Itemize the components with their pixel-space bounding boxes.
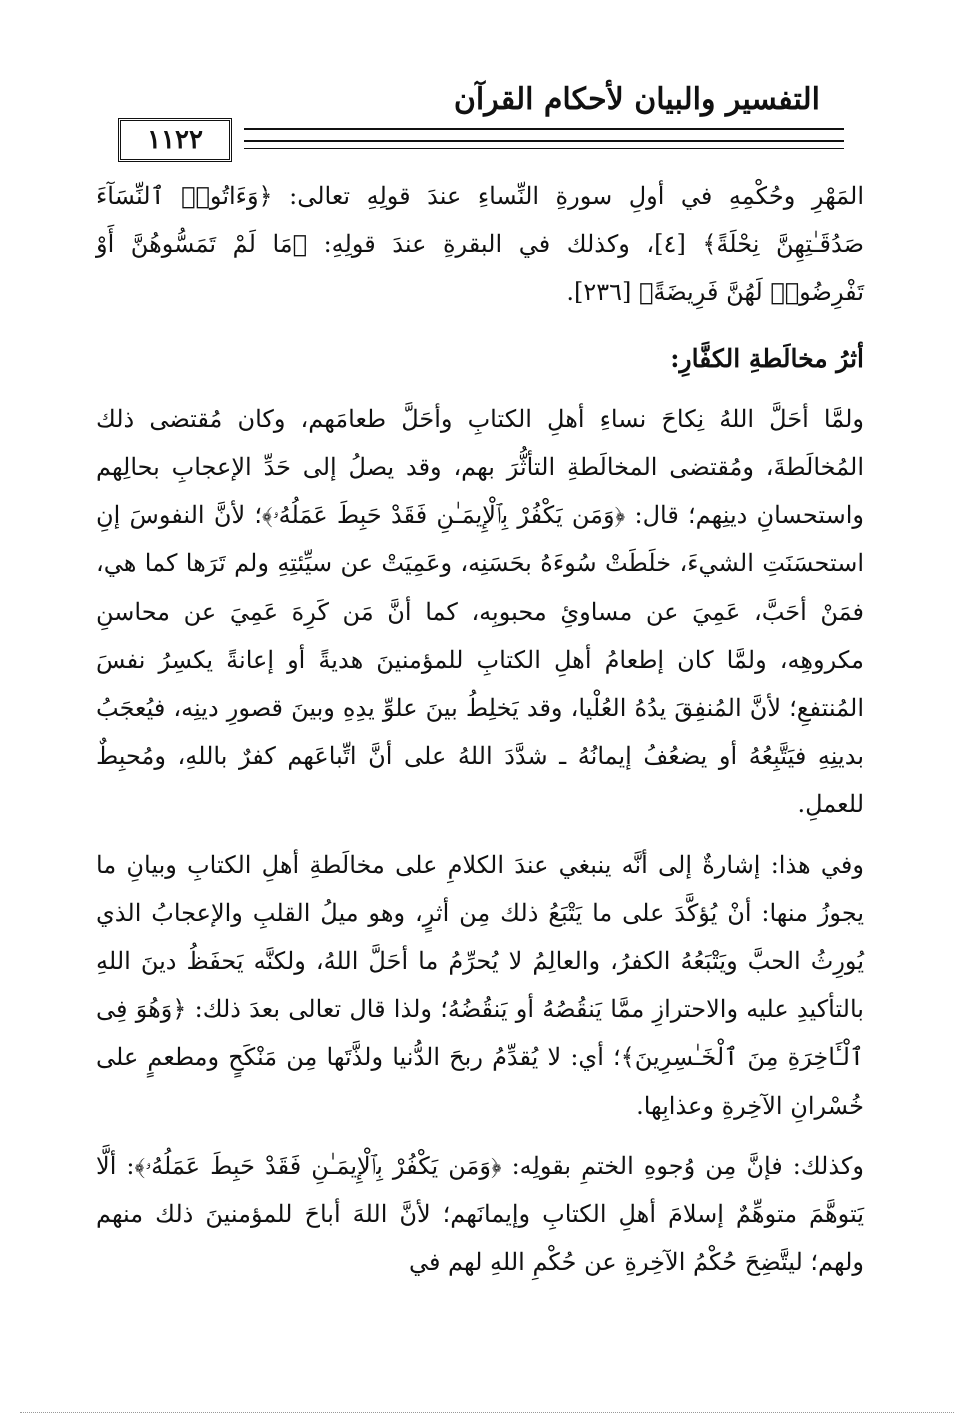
header-rule (244, 128, 844, 130)
running-title: التفسير والبيان لأحكام القرآن (453, 82, 820, 117)
page-body (96, 172, 864, 1357)
header-rule (244, 148, 844, 149)
page-number: ١١٢٢ (118, 118, 232, 162)
header-rule (244, 140, 844, 142)
paragraph: المَهْرِ وحُكْمِهِ في أولِ سورةِ النِّساءِ عندَ قولِهِ تعالى: ﴿وَءَاتُوا۟ ٱلنِّسَآءَ صَدُقَـٰتِهِنَّ نِحْلَةً﴾ [٤]، وكذلك في البقرةِ عندَ قولِهِ: ﴿مَا لَمْ تَمَسُّوهُنَّ أَوْ تَفْرِضُوا۟ لَهُنَّ فَرِيضَةً﴾ [٢٣٦]. (96, 182, 864, 307)
paragraph: وكذلك: فإنَّ مِن وُجوهِ الختمِ بقولِه: ﴿وَمَن يَكْفُرْ بِٱلْإِيمَـٰنِ فَقَدْ حَبِطَ عَمَلُهُۥ﴾: ألَّا يَتوهَّمَ متوهِّمٌ إسلامَ أهلِ الكتابِ وإيمانَهم؛ لأنَّ اللهَ أباحَ للمؤمنينَ ذلك منهم ولهم؛ ليتَّضِحَ حُكْمُ الآخِرةِ عن حُكْمِ اللهِ لهم في (96, 1151, 864, 1277)
paragraph: ولمَّا أحَلَّ اللهُ نِكاحَ نساءِ أهلِ الكتابِ وأحَلَّ طعامَهم، وكان مُقتضى ذلك المُخالَطةَ، ومُقتضى المخالَطةِ التأثُّرَ بهم، وقد يصلُ إلى حَدِّ الإعجابِ بحالِهم واستحسانِ دينِهم؛ قال: ﴿وَمَن يَكْفُرْ بِٱلْإِيمَـٰنِ فَقَدْ حَبِطَ عَمَلُهُۥ﴾؛ لأنَّ النفوسَ إنِ استحسَنَتِ الشيءَ، خلَطَتْ سُوءَهُ بحَسَنِه، وعَمِيَتْ عن سيِّئتِهِ ولم تَرَها كما هي، فمَنْ أحَبَّ، عَمِيَ عن مساوئِ محبوبِه، كما أنَّ مَن كَرِهَ عَمِيَ عن محاسنِ مكروهِه، ولمَّا كان إطعامُ أهلِ الكتابِ للمؤمنينَ هديةً أو إعانةً يكسِرُ نفسَ المُنتفعِ؛ لأنَّ المُنفِقَ يدُهُ العُلْيا، وقد يَخلِطُ بينَ علوِّ يدِهِ وبينَ قصورِ دينِه، فيُعجَبُ بدينِهِ فيَتَّبِعُهُ أو يضعُفُ إيمانُهُ ـ شدَّدَ اللهُ على أنَّ اتِّباعَهم كفرٌ باللهِ، ومُحبِطٌ للعملِ. (96, 404, 865, 819)
paragraph: وفي هذا: إشارةٌ إلى أنَّه ينبغي عندَ الكلامِ على مخالَطةِ أهلِ الكتابِ وبيانِ ما يجوزُ منها: أنْ يُؤكَّدَ على ما يَتْبَعُ ذلك مِن أثرٍ، وهو ميلُ القلبِ والإعجابُ الذي يُورِثُ الحبَّ ويَتْبَعُهُ الكفرُ، والعالِمُ لا يُحرِّمُ ما أحَلَّ اللهُ، ولكنَّه يَحفَظُ دينَ اللهِ بالتأكيدِ عليه والاحترازِ ممَّا يَنقُصُهُ أو يَنقُضُهُ؛ ولذا قال تعالى بعدَ ذلك: ﴿وَهُوَ فِى ٱلْـَٔاخِرَةِ مِنَ ٱلْخَـٰسِرِينَ﴾؛ أي: لا يُقدِّمُ ربحَ الدُّنيا ولذَّتَها مِن مَنْكَحٍ ومطعمٍ على خُسْرانِ الآخِرةِ وعذابِها. (96, 850, 864, 1120)
section-heading: أثرُ مخالَطةِ الكفَّارِ: (670, 343, 864, 373)
footer-dotted-line (20, 1412, 954, 1413)
